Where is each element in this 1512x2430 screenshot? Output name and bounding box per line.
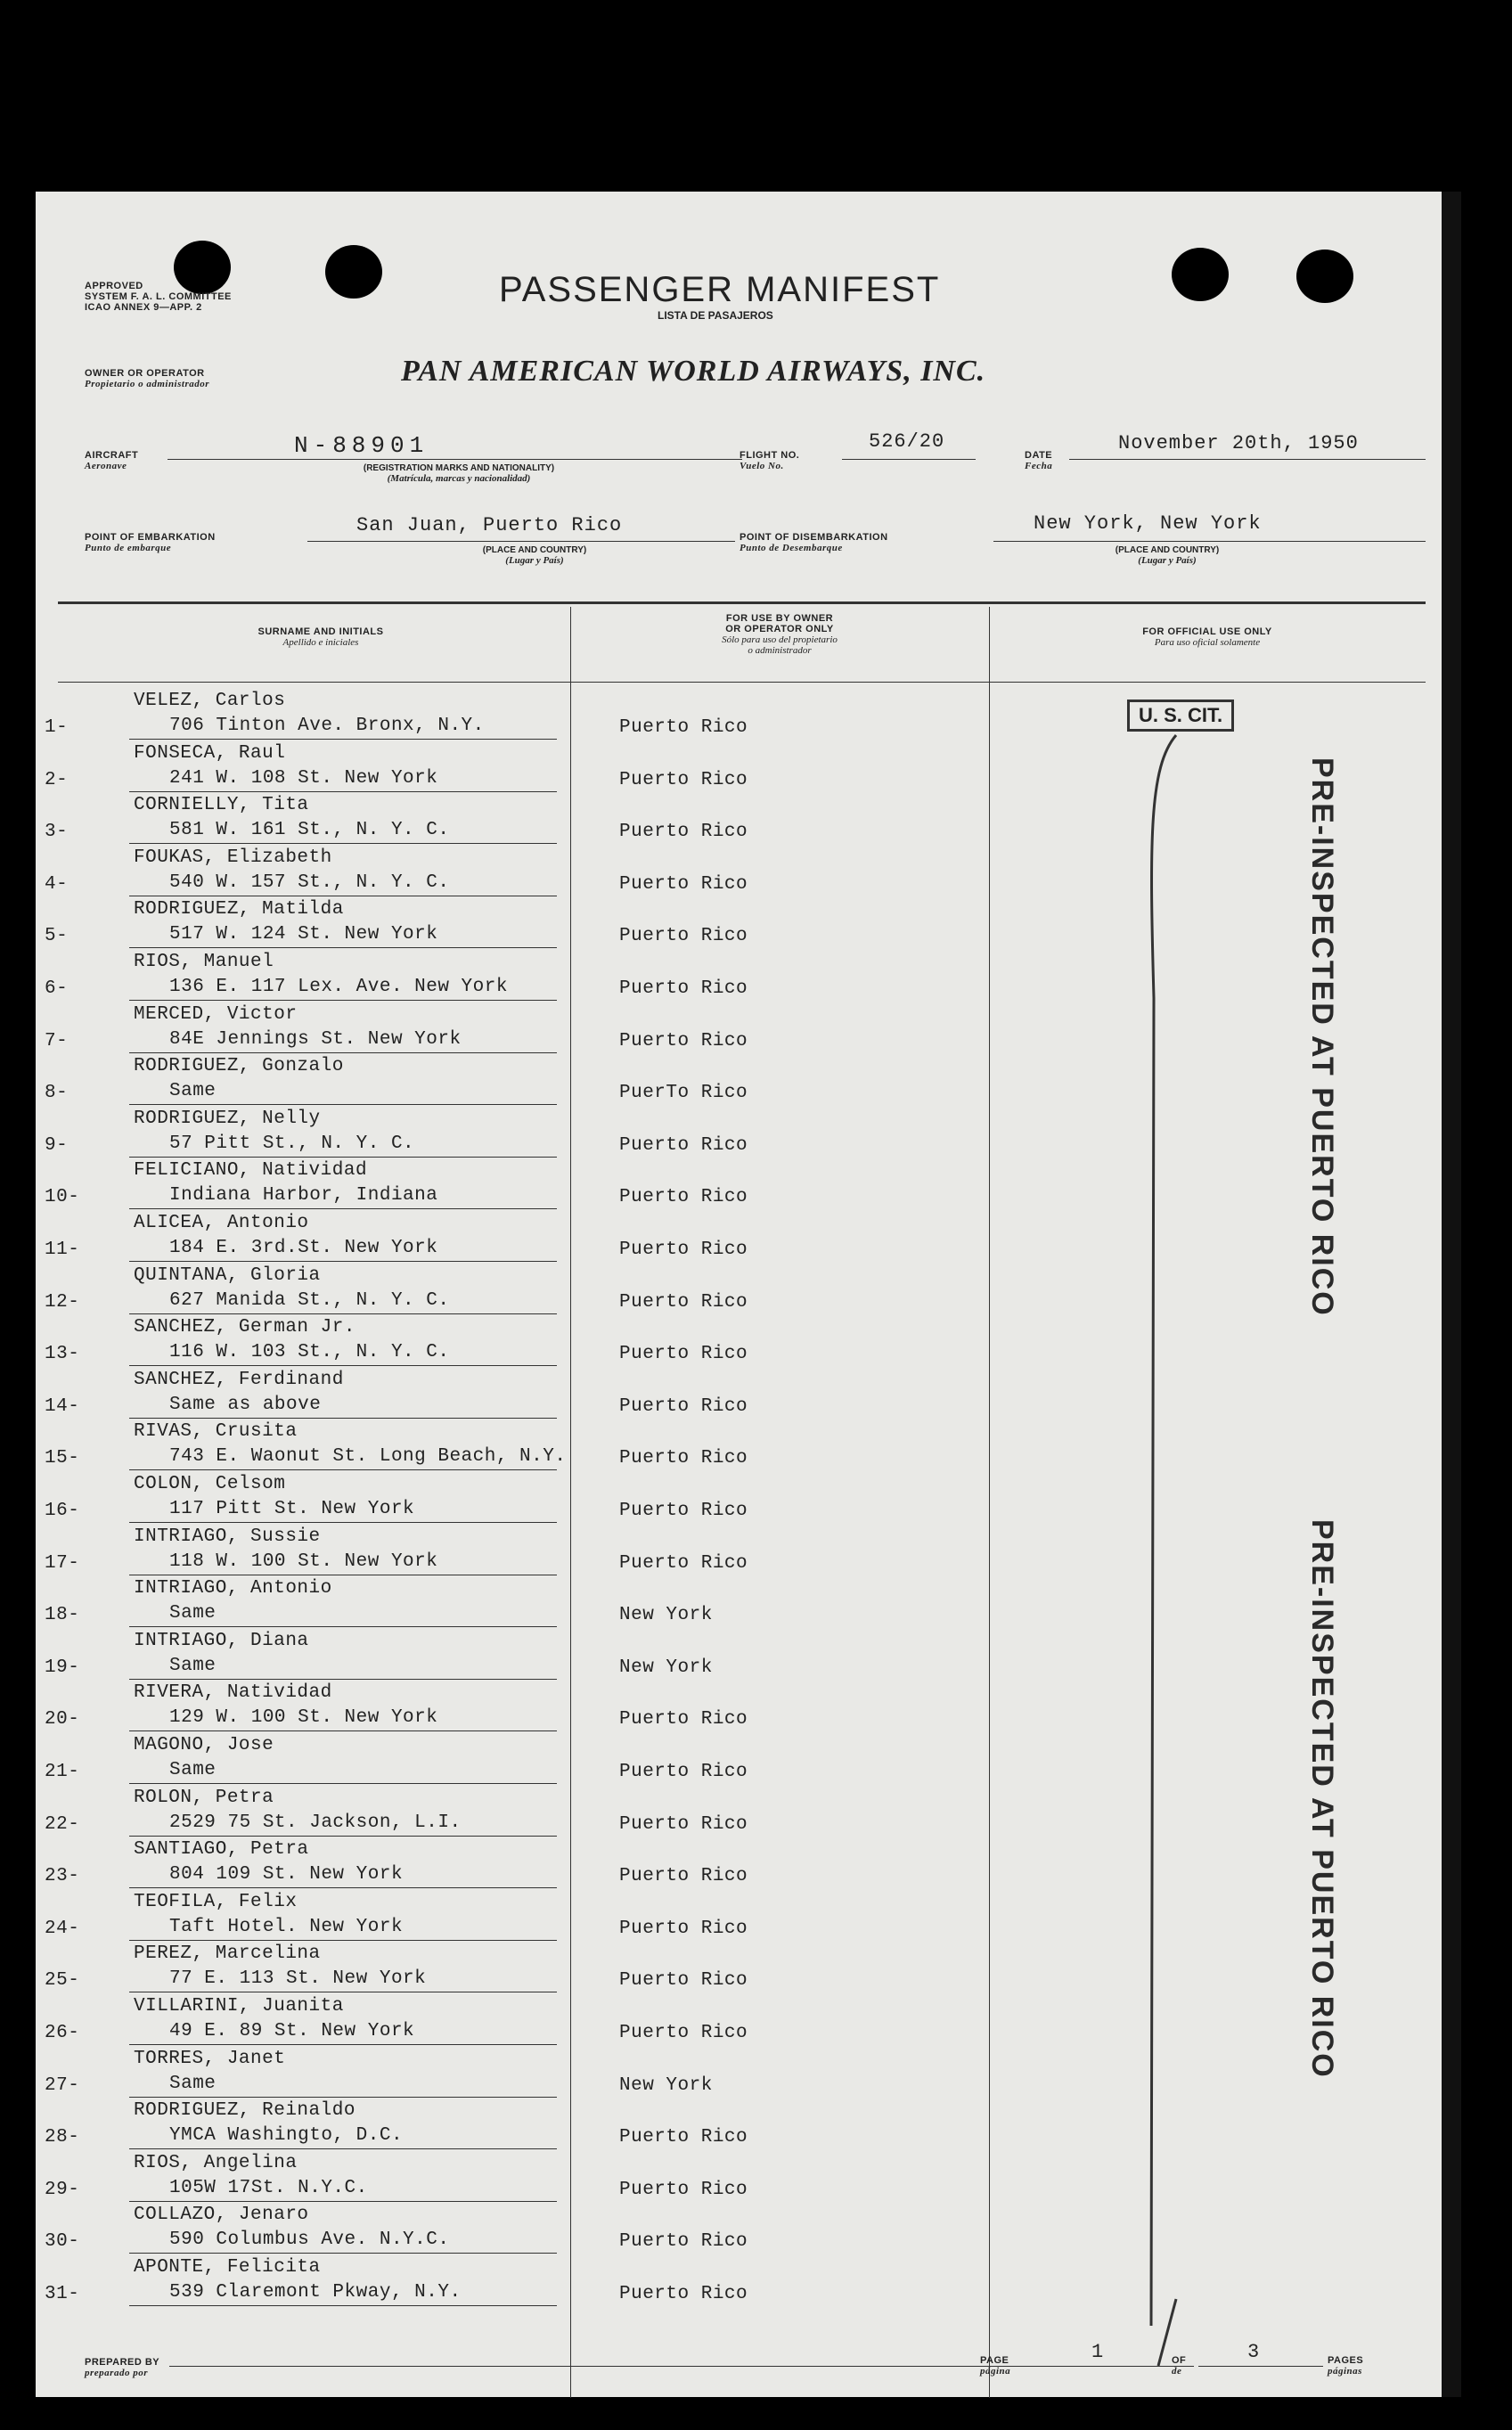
row-number: 12- [45, 1291, 80, 1313]
passenger-name: TORRES, Janet [134, 2048, 286, 2069]
passenger-address: Same [169, 1081, 217, 1102]
row-number: 9- [45, 1134, 69, 1156]
passenger-address: 581 W. 161 St., N. Y. C. [169, 820, 450, 841]
passenger-destination: Puerto Rico [619, 873, 748, 895]
passenger-destination: Puerto Rico [619, 1291, 748, 1313]
passenger-destination: Puerto Rico [619, 1552, 748, 1574]
approved-label: APPROVED [85, 281, 143, 291]
passenger-address: 49 E. 89 St. New York [169, 2021, 415, 2041]
passenger-name: RODRIGUEZ, Reinaldo [134, 2100, 356, 2122]
passenger-name: RIVAS, Crusita [134, 1421, 298, 1443]
column-divider [570, 607, 571, 2398]
passenger-name: VILLARINI, Juanita [134, 1996, 344, 2017]
embark-place-note: (PLACE AND COUNTRY) (Lugar y País) [482, 545, 587, 566]
passenger-name: RIOS, Angelina [134, 2152, 298, 2173]
row-number: 18- [45, 1605, 80, 1626]
row-rule [129, 1469, 557, 1470]
passenger-destination: Puerto Rico [619, 1240, 748, 1260]
passenger-destination: Puerto Rico [619, 1134, 748, 1156]
column-header-official: FOR OFFICIAL USE ONLY Para uso oficial solamente [1142, 626, 1272, 648]
column-divider [989, 607, 990, 2398]
passenger-destination: Puerto Rico [619, 822, 748, 843]
row-number: 22- [45, 1813, 80, 1835]
passenger-name: RODRIGUEZ, Gonzalo [134, 1056, 344, 1077]
passenger-address: 117 Pitt St. New York [169, 1499, 415, 1519]
embark-value: San Juan, Puerto Rico [356, 514, 623, 536]
passenger-address: 136 E. 117 Lex. Ave. New York [169, 977, 508, 997]
row-number: 15- [45, 1448, 80, 1469]
passenger-address: Same [169, 1760, 217, 1780]
passenger-name: SANCHEZ, Ferdinand [134, 1369, 344, 1390]
row-number: 19- [45, 1657, 80, 1678]
disembark-place-note: (PLACE AND COUNTRY) (Lugar y País) [1115, 545, 1220, 566]
row-rule [129, 1730, 557, 1731]
passenger-address: 105W 17St. N.Y.C. [169, 2177, 368, 2198]
row-rule [129, 1365, 557, 1366]
passenger-address: Indiana Harbor, Indiana [169, 1185, 438, 1207]
passenger-name: APONTE, Felicita [134, 2257, 321, 2278]
row-number: 31- [45, 2284, 80, 2304]
passenger-destination: Puerto Rico [619, 2179, 748, 2200]
passenger-destination: PuerTo Rico [619, 1083, 748, 1104]
table-header-rule [58, 682, 1426, 683]
row-rule [129, 1522, 557, 1523]
passenger-address: Taft Hotel. New York [169, 1916, 404, 1937]
passenger-destination: Puerto Rico [619, 1762, 748, 1782]
preinspected-stamp-top: PRE-INSPECTED AT PUERTO RICO [1305, 757, 1339, 1317]
passenger-address: YMCA Washingto, D.C. [169, 2125, 404, 2147]
row-number: 16- [45, 1501, 80, 1521]
row-rule [129, 1313, 557, 1314]
passenger-address: 539 Claremont Pkway, N.Y. [169, 2282, 462, 2303]
row-number: 10- [45, 1187, 80, 1208]
row-rule [129, 1052, 557, 1053]
passenger-address: 241 W. 108 St. New York [169, 767, 438, 789]
passenger-address: 627 Manida St., N. Y. C. [169, 1289, 450, 1311]
row-number: 4- [45, 873, 69, 895]
page-label: PAGE página [980, 2355, 1011, 2377]
row-number: 13- [45, 1344, 80, 1365]
page-total: 3 [1247, 2341, 1261, 2363]
embark-label: POINT OF EMBARKATION Punto de embarque [85, 532, 216, 553]
date-label: DATE Fecha [1025, 450, 1053, 471]
passenger-destination: Puerto Rico [619, 1918, 748, 1939]
table-top-rule [58, 601, 1426, 604]
flight-label: FLIGHT NO. Vuelo No. [740, 450, 800, 471]
punch-hole [1296, 250, 1353, 303]
row-rule [129, 947, 557, 948]
row-rule [129, 1208, 557, 1209]
passenger-destination: Puerto Rico [619, 1344, 748, 1365]
passenger-name: RODRIGUEZ, Nelly [134, 1108, 321, 1129]
passenger-name: RIOS, Manuel [134, 952, 274, 972]
punch-hole [325, 245, 382, 299]
sheet-edge [1442, 192, 1461, 2397]
of-label: OF de [1172, 2355, 1187, 2377]
row-rule [129, 2253, 557, 2254]
passenger-destination: Puerto Rico [619, 1187, 748, 1208]
row-number: 29- [45, 2179, 80, 2200]
passenger-destination: New York [619, 1605, 713, 1626]
passenger-address: 706 Tinton Ave. Bronx, N.Y. [169, 716, 485, 736]
passenger-destination: Puerto Rico [619, 1501, 748, 1521]
passenger-name: COLON, Celsom [134, 1474, 286, 1494]
column-header-owner: FOR USE BY OWNER OR OPERATOR ONLY Sólo para uso del propietario o administrador [722, 613, 838, 656]
row-number: 1- [45, 717, 69, 738]
passenger-destination: Puerto Rico [619, 1813, 748, 1835]
passenger-address: 540 W. 157 St., N. Y. C. [169, 871, 450, 893]
passenger-name: INTRIAGO, Antonio [134, 1578, 332, 1600]
row-rule [129, 2201, 557, 2202]
passenger-name: FONSECA, Raul [134, 742, 286, 764]
passenger-name: TEOFILA, Felix [134, 1891, 298, 1912]
row-rule [129, 2044, 557, 2045]
passenger-address: 743 E. Waonut St. Long Beach, N.Y. [169, 1446, 567, 1468]
owner-label: OWNER OR OPERATOR Propietario o administrador [85, 368, 210, 389]
punch-hole [1172, 248, 1229, 301]
airline-name: PAN AMERICAN WORLD AIRWAYS, INC. [401, 355, 986, 388]
passenger-name: FELICIANO, Natividad [134, 1160, 368, 1182]
passenger-address: Same [169, 2073, 217, 2094]
passenger-destination: Puerto Rico [619, 2231, 748, 2253]
row-rule [129, 1418, 557, 1419]
page-subtitle: LISTA DE PASAJEROS [658, 309, 773, 322]
passenger-name: SANTIAGO, Petra [134, 1839, 309, 1861]
column-header-name: SURNAME AND INITIALS Apellido e iniciales [257, 626, 384, 648]
passenger-address: Same [169, 1603, 217, 1624]
row-number: 24- [45, 1918, 80, 1939]
passenger-destination: Puerto Rico [619, 1395, 748, 1417]
passenger-name: FOUKAS, Elizabeth [134, 847, 332, 868]
flight-value: 526/20 [869, 430, 945, 453]
row-number: 21- [45, 1762, 80, 1782]
passenger-destination: New York [619, 1657, 713, 1678]
row-number: 8- [45, 1083, 69, 1104]
passenger-address: 57 Pitt St., N. Y. C. [169, 1133, 415, 1154]
passenger-name: MERCED, Victor [134, 1003, 298, 1025]
passenger-destination: Puerto Rico [619, 1866, 748, 1887]
bracket-line [1140, 731, 1221, 2370]
us-cit-stamp: U. S. CIT. [1127, 700, 1234, 732]
row-rule [129, 1940, 557, 1941]
passenger-destination: Puerto Rico [619, 1709, 748, 1730]
preinspected-stamp-bottom: PRE-INSPECTED AT PUERTO RICO [1305, 1519, 1339, 2079]
passenger-destination: Puerto Rico [619, 2127, 748, 2148]
passenger-destination: Puerto Rico [619, 1448, 748, 1469]
passenger-name: MAGONO, Jose [134, 1735, 274, 1755]
row-number: 23- [45, 1866, 80, 1887]
passenger-name: QUINTANA, Gloria [134, 1264, 321, 1286]
row-rule [129, 2305, 557, 2306]
aircraft-value: N-88901 [294, 432, 429, 459]
passenger-name: ALICEA, Antonio [134, 1213, 309, 1233]
disembark-value: New York, New York [1034, 512, 1262, 535]
passenger-name: PEREZ, Marcelina [134, 1943, 321, 1965]
passenger-address: 2529 75 St. Jackson, L.I. [169, 1812, 462, 1833]
passenger-destination: Puerto Rico [619, 1970, 748, 1992]
row-rule [129, 791, 557, 792]
row-number: 6- [45, 978, 69, 999]
aircraft-label: AIRCRAFT Aeronave [85, 450, 139, 471]
passenger-address: 184 E. 3rd.St. New York [169, 1238, 438, 1258]
row-rule [129, 1261, 557, 1262]
passenger-name: COLLAZO, Jenaro [134, 2205, 309, 2226]
row-number: 17- [45, 1552, 80, 1574]
row-rule [129, 1157, 557, 1158]
passenger-name: INTRIAGO, Sussie [134, 1526, 321, 1547]
row-rule [129, 1000, 557, 1001]
passenger-destination: Puerto Rico [619, 769, 748, 790]
passenger-address: 129 W. 100 St. New York [169, 1707, 438, 1729]
disembark-label: POINT OF DISEMBARKATION Punto de Desembarque [740, 532, 888, 553]
passenger-destination: New York [619, 2074, 713, 2096]
passenger-name: INTRIAGO, Diana [134, 1630, 309, 1651]
page-title: PASSENGER MANIFEST [499, 270, 941, 309]
row-rule [129, 2148, 557, 2149]
passenger-address: 116 W. 103 St., N. Y. C. [169, 1342, 450, 1363]
row-rule [129, 1887, 557, 1888]
passenger-address: Same as above [169, 1394, 322, 1415]
passenger-address: 590 Columbus Ave. N.Y.C. [169, 2230, 450, 2251]
pages-label: PAGES páginas [1328, 2355, 1364, 2377]
passenger-name: SANCHEZ, German Jr. [134, 1317, 356, 1338]
passenger-destination: Puerto Rico [619, 717, 748, 738]
passenger-name: ROLON, Petra [134, 1787, 274, 1808]
row-number: 26- [45, 2023, 80, 2043]
passenger-address: 84E Jennings St. New York [169, 1028, 462, 1050]
row-rule [129, 1104, 557, 1105]
manifest-sheet [36, 192, 1461, 2397]
row-number: 3- [45, 822, 69, 843]
passenger-destination: Puerto Rico [619, 1030, 748, 1051]
row-number: 2- [45, 769, 69, 790]
row-rule [129, 843, 557, 844]
row-number: 7- [45, 1030, 69, 1051]
passenger-destination: Puerto Rico [619, 2023, 748, 2043]
passenger-destination: Puerto Rico [619, 2284, 748, 2304]
passenger-name: RODRIGUEZ, Matilda [134, 899, 344, 920]
prepared-by-label: PREPARED BY preparado por [85, 2357, 160, 2378]
registration-note: (REGISTRATION MARKS AND NATIONALITY) (Matrícula, marcas y nacionalidad) [363, 463, 555, 484]
passenger-name: CORNIELLY, Tita [134, 795, 309, 816]
approval-block [85, 281, 232, 313]
approved-annex: ICAO ANNEX 9—APP. 2 [85, 302, 202, 313]
row-rule [129, 739, 557, 740]
row-number: 14- [45, 1395, 80, 1417]
date-value: November 20th, 1950 [1118, 432, 1359, 454]
row-number: 30- [45, 2231, 80, 2253]
passenger-name: RIVERA, Natividad [134, 1682, 332, 1704]
row-rule [129, 1836, 557, 1837]
row-rule [129, 1626, 557, 1627]
row-number: 20- [45, 1709, 80, 1730]
passenger-name: VELEZ, Carlos [134, 691, 286, 711]
row-number: 5- [45, 926, 69, 947]
passenger-address: 804 109 St. New York [169, 1864, 404, 1886]
passenger-destination: Puerto Rico [619, 978, 748, 999]
row-rule [129, 1679, 557, 1680]
page-number: 1 [1091, 2341, 1105, 2363]
row-rule [129, 2097, 557, 2098]
passenger-destination: Puerto Rico [619, 926, 748, 947]
row-number: 25- [45, 1970, 80, 1992]
passenger-address: 517 W. 124 St. New York [169, 924, 438, 945]
approved-system: SYSTEM F. A. L. COMMITTEE [85, 291, 232, 302]
passenger-address: 77 E. 113 St. New York [169, 1968, 427, 1990]
row-number: 11- [45, 1240, 80, 1260]
row-rule [129, 1783, 557, 1784]
row-number: 28- [45, 2127, 80, 2148]
row-number: 27- [45, 2074, 80, 2096]
passenger-address: 118 W. 100 St. New York [169, 1550, 438, 1572]
passenger-address: Same [169, 1655, 217, 1676]
